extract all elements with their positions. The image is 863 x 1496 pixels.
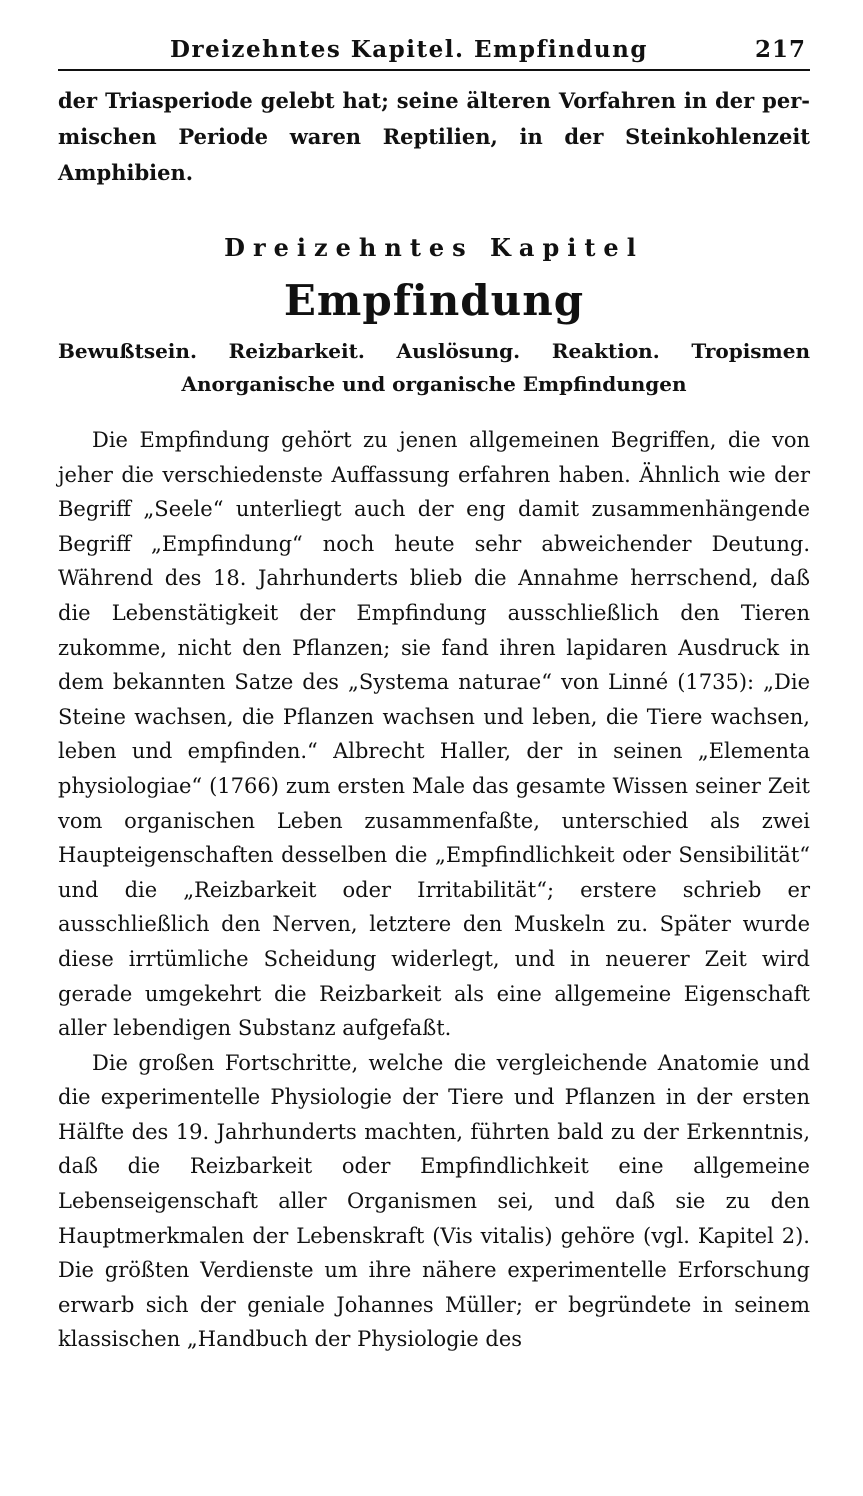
keywords-line bbox=[58, 335, 810, 368]
keyword: Reaktion. bbox=[551, 339, 660, 363]
chapter-number: Dreizehntes Kapitel bbox=[224, 233, 644, 262]
chapter-title: Empfindung bbox=[283, 276, 585, 325]
page-number: 217 bbox=[754, 36, 806, 63]
keyword: Reizbarkeit. bbox=[228, 339, 365, 363]
carryover-line: der Triasperiode gelebt hat; seine älteren Vorfahren in der per- bbox=[58, 88, 810, 113]
keyword: Auslösung. bbox=[396, 339, 521, 363]
paragraph: Die großen Fortschritte, welche die vergleichende Anatomie und die experimentelle Physiologie der Tiere und Pflanzen in der ersten Hälfte des 19. Jahrhunderts machten, führten bald zu der Erkenntnis, daß die Reizbarkeit oder Empfindlichkeit eine allgemeine Lebenseigenschaft aller Organismen sei, und daß sie zu den Hauptmerkmalen der Lebenskraft (Vis vitalis) gehöre (vgl. Kapitel 2). Die größten Verdienste um ihre nähere experimentelle Erforschung erwarb sich der geniale Johannes Müller; er begründete in seinem klassischen „Handbuch der Physiologie des bbox=[58, 1050, 810, 1352]
carryover-text bbox=[58, 83, 810, 191]
running-header bbox=[58, 36, 810, 71]
keywords-line: Anorganische und organische Empfindungen bbox=[181, 372, 687, 396]
book-page bbox=[58, 36, 810, 1357]
paragraph: Die Empfindung gehört zu jenen allgemeinen Begriffen, die von jeher die verschiedenste Auffassung erfahren haben. Ähnlich wie der Begriff „Seele“ unterliegt auch der eng damit zusammenhängende Begriff „Empfindung“ noch heute sehr abweichender Deutung. Während des 18. Jahrhunderts blieb die Annahme herrschend, daß die Lebenstätigkeit der Empfindung ausschließlich den Tieren zukomme, nicht den Pflanzen; sie fand ihren lapidaren Ausdruck in dem bekannten Satze des „Systema naturae“ von Linné (1735): „Die Steine wachsen, die Pflanzen wachsen und leben, die Tiere wachsen, leben und empfinden.“ Albrecht Haller, der in seinen „Elementa physiologiae“ (1766) zum ersten Male das gesamte Wissen seiner Zeit vom organischen Leben zusammenfaßte, unterschied als zwei Haupteigenschaften desselben die „Empfindlichkeit oder Sensibilität“ und die „Reizbarkeit oder Irritabilität“; erstere schrieb er ausschließlich den Nerven, letztere den Muskeln zu. Später wurde diese irrtümliche Scheidung widerlegt, und in neuerer Zeit wird gerade umgekehrt die Reizbarkeit als eine allgemeine Eigenschaft aller lebendigen Substanz aufgefaßt. bbox=[58, 428, 810, 1041]
chapter-keywords bbox=[58, 335, 810, 401]
running-title: Dreizehntes Kapitel. Empfindung bbox=[170, 36, 648, 63]
body-text bbox=[58, 423, 810, 1357]
carryover-line: mischen Periode waren Reptilien, in der Steinkohlenzeit Amphibien. bbox=[58, 124, 810, 185]
keyword: Tropismen bbox=[691, 339, 810, 363]
keyword: Bewußtsein. bbox=[58, 339, 197, 363]
